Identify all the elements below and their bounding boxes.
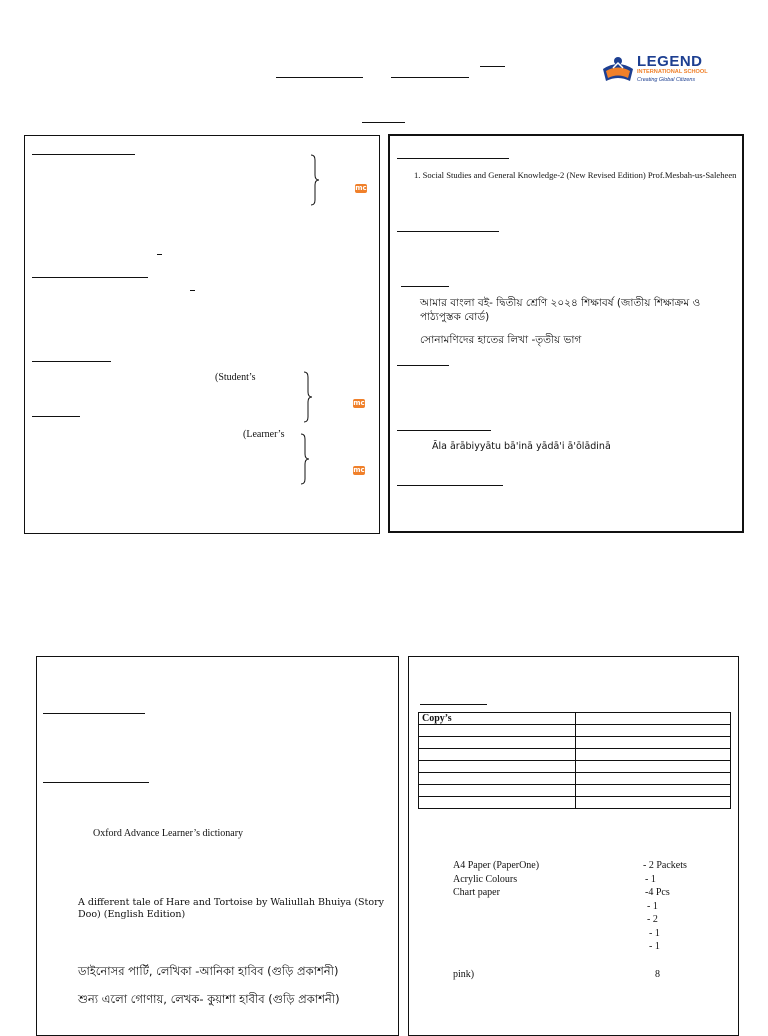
dash-mark-2 (190, 290, 195, 291)
section-underline-4 (32, 416, 80, 417)
title-underline-1 (276, 77, 363, 78)
top-left-panel (24, 135, 380, 534)
supply-qty: - 2 Packets (643, 860, 687, 871)
table-cell (576, 761, 731, 773)
logo-subtitle: INTERNATIONAL SCHOOL (637, 69, 708, 75)
table-cell (576, 773, 731, 785)
right-brace-icon-2 (303, 371, 313, 423)
mc-badge-icon-2: mc (353, 399, 365, 407)
supply-item: Chart paper (453, 887, 500, 898)
learners-label: (Learner’s (243, 429, 285, 440)
supply-qty: - 1 (647, 901, 658, 912)
story-book: A different tale of Hare and Tortoise by Waliullah Bhuiya (Story Doo) (English Edition) (78, 897, 384, 920)
right-brace-icon (310, 154, 320, 206)
logo-name: LEGEND (637, 53, 703, 70)
section-underline-13 (420, 704, 487, 705)
table-cell (419, 749, 576, 761)
section-underline-1 (32, 154, 135, 155)
school-logo (601, 53, 721, 87)
table-row (419, 797, 731, 809)
table-cell (576, 737, 731, 749)
supply-item: A4 Paper (PaperOne) (453, 860, 540, 871)
table-cell (576, 749, 731, 761)
section-underline-12 (43, 782, 149, 783)
section-underline-8 (397, 365, 449, 366)
supply-qty: - 2 (647, 914, 658, 925)
arabic-book: Ᾱla ārābiyyātu bā'inā yādā'i ā'ōlādinā (432, 441, 611, 452)
dictionary-book: Oxford Advance Learner’s dictionary (93, 828, 244, 839)
social-studies-book: 1. Social Studies and General Knowledge-2 (New Revised Edition) Prof.Mesbah-us-Saleheen (414, 170, 737, 180)
copy-table (418, 712, 731, 809)
handwriting-book: সোনামণিদের হাতের লিখা -তৃতীয় ভাগ (420, 334, 582, 346)
mc-badge-icon-3: mc (353, 466, 365, 474)
supply-qty: - 1 (649, 941, 660, 952)
supply-qty: - 1 (645, 874, 656, 885)
dash-mark-1 (157, 254, 162, 255)
table-header-cell: Copy’s (419, 713, 576, 725)
section-underline-2 (32, 277, 148, 278)
section-underline-7 (401, 286, 449, 287)
bottom-left-panel (36, 656, 399, 1036)
table-row (419, 713, 731, 725)
table-cell (419, 761, 576, 773)
subtitle-underline (362, 122, 405, 123)
bangla-story-1: ডাইনোসর পার্টি, লেখিকা -আনিকা হাবিব (গুড়ি প্রকাশনী) (78, 964, 339, 978)
section-underline-10 (397, 485, 503, 486)
table-cell (419, 785, 576, 797)
table-cell (419, 737, 576, 749)
supply-qty: 8 (655, 969, 660, 980)
supply-qty: -4 Pcs (645, 887, 670, 898)
section-underline-9 (397, 430, 491, 431)
students-label: (Student’s (215, 372, 256, 383)
table-cell (576, 785, 731, 797)
table-row (419, 761, 731, 773)
section-underline-11 (43, 713, 145, 714)
table-cell (576, 713, 731, 725)
table-row (419, 725, 731, 737)
title-underline-2 (391, 77, 469, 78)
section-underline-6 (397, 231, 499, 232)
supply-item: pink) (453, 969, 475, 980)
table-cell (576, 797, 731, 809)
table-cell (419, 773, 576, 785)
table-row (419, 773, 731, 785)
table-row (419, 749, 731, 761)
title-underline-3 (480, 66, 505, 67)
table-cell (419, 725, 576, 737)
mc-badge-icon-1: mc (355, 184, 367, 192)
table-cell (419, 797, 576, 809)
table-row (419, 785, 731, 797)
section-underline-5 (397, 158, 509, 159)
bangla-story-2: শুন্য এলো গোণায়, লেখক- কুয়াশা হাবীব (গুড়ি প্রকাশনী) (78, 992, 340, 1006)
logo-tagline: Creating Global Citizens (637, 77, 696, 83)
bangla-book: আমার বাংলা বই- দ্বিতীয় শ্রেণি ২০২৪ শিক্ষাবর্ষ (জাতীয় শিক্ষাক্রম ও পাঠ্যপুস্তক বোর্ড) (420, 297, 701, 323)
section-underline-3 (32, 361, 111, 362)
right-brace-icon-3 (300, 433, 310, 485)
logo-emblem-icon (601, 55, 635, 85)
supply-qty: - 1 (649, 928, 660, 939)
table-cell (576, 725, 731, 737)
bottom-right-panel (408, 656, 739, 1036)
top-right-panel (388, 134, 744, 533)
table-row (419, 737, 731, 749)
supply-item: Acrylic Colours (453, 874, 518, 885)
